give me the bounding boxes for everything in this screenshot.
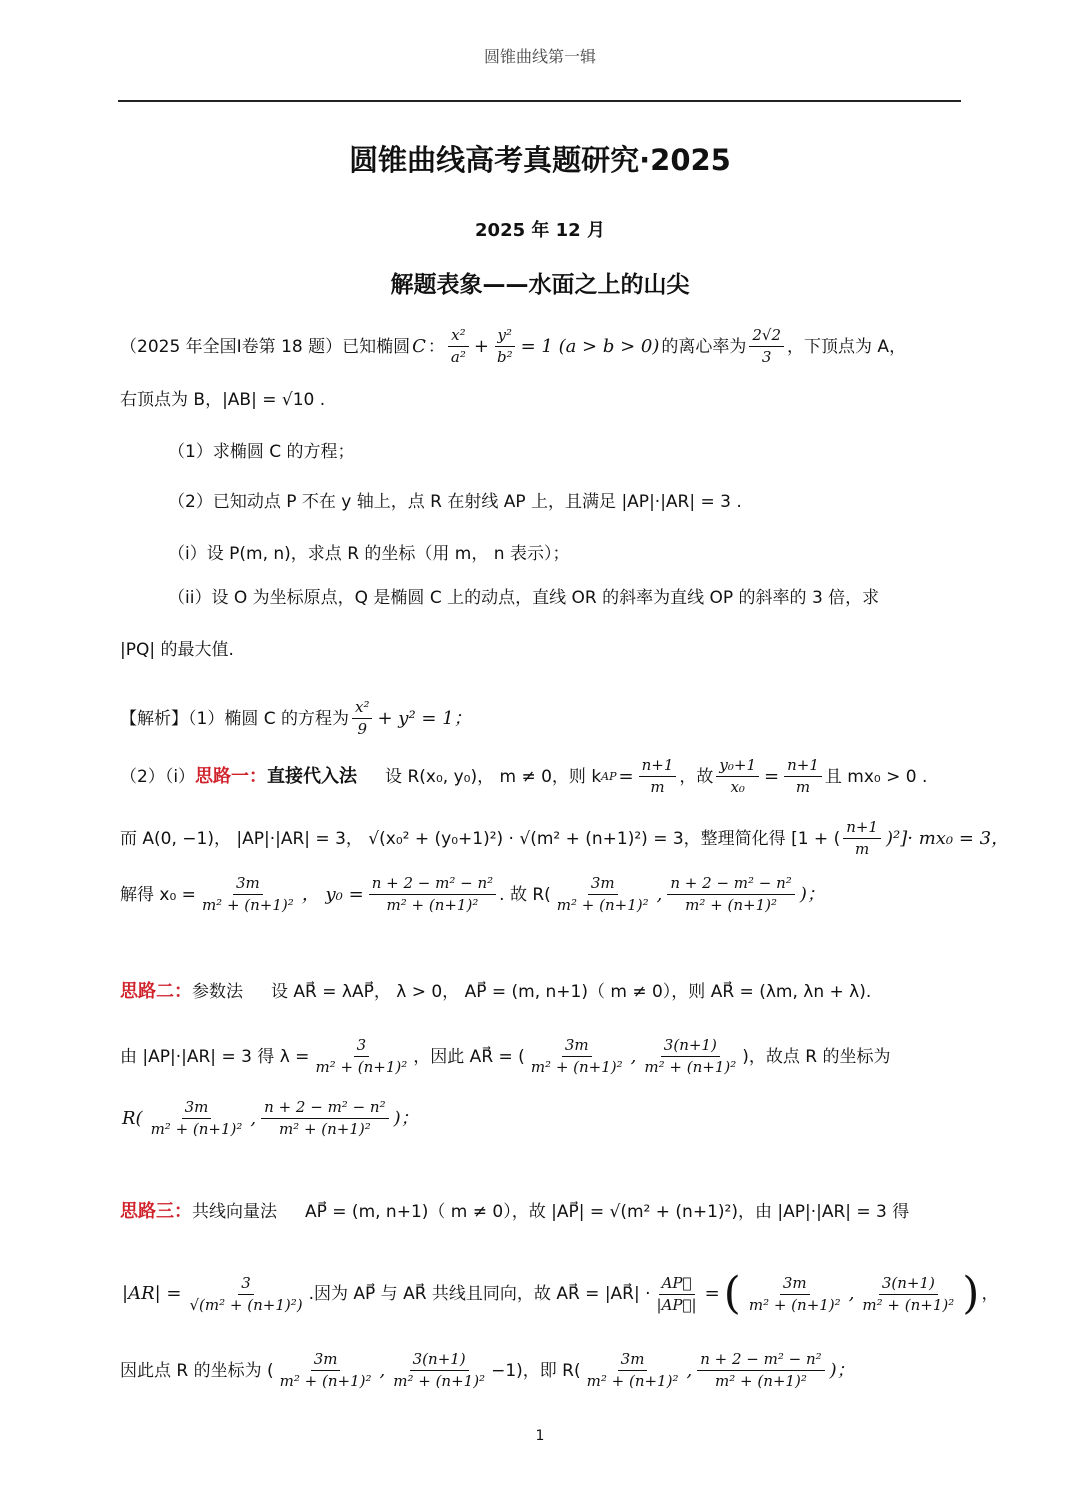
fraction-denominator: m² + (n+1)² <box>748 1295 841 1314</box>
solution-part-1 <box>120 698 962 739</box>
fraction-numerator: n+1 <box>784 756 822 777</box>
method-2-method: 参数法 <box>192 982 243 1002</box>
method-1-line-2-end: )²]· mx₀ = 3， <box>885 827 1010 849</box>
fraction-rx-final <box>584 1350 682 1391</box>
fraction-rx <box>148 1098 246 1139</box>
method-3-text: AP⃗ = (m, n+1)（ m ≠ 0），故 |AP⃗| = √(m² + (n+1)²)，由 |AP|·|AR| = 3 得 <box>305 1202 910 1222</box>
method-2-line-1 <box>120 980 962 1004</box>
fraction-ry <box>667 874 794 915</box>
fraction-numerator: 3m <box>562 1036 592 1057</box>
method-2-line-2 <box>120 1036 962 1077</box>
problem-intro: （2025 年全国Ⅰ卷第 18 题）已知椭圆 <box>120 336 411 357</box>
fraction-denominator: m² + (n+1)² <box>586 1372 679 1390</box>
fraction-numerator: n + 2 − m² − n² <box>369 874 496 895</box>
comma: , <box>630 1045 637 1067</box>
comma: , <box>379 1359 386 1381</box>
fraction-denominator: m² + (n+1)² <box>393 1372 486 1390</box>
hence-ar: ，因此 AR⃗ = ( <box>413 1046 525 1067</box>
method-1-line-2 <box>120 818 1010 859</box>
fraction-numerator: n + 2 − m² − n² <box>261 1098 388 1119</box>
left-paren: ( <box>723 1268 741 1319</box>
method-1-text-b: ，故 <box>679 766 714 787</box>
header-rule <box>118 100 961 102</box>
method-1-line-1 <box>120 756 962 797</box>
fraction-x-over-a <box>448 326 469 367</box>
fraction-numerator: 3(n+1) <box>661 1036 720 1057</box>
fraction-denominator: m <box>650 778 665 796</box>
fraction-numerator: x² <box>448 326 468 347</box>
fraction-denominator: x₀ <box>730 778 745 796</box>
fraction-arx <box>746 1274 844 1315</box>
part-2-ii: （ii）设 O 为坐标原点，Q 是椭圆 C 上的动点，直线 OR 的斜率为直线 OP 的斜率的 3 倍，求 <box>168 588 880 608</box>
y0-equals: ， y₀ = <box>301 883 364 905</box>
document-date: 2025 年 12 月 <box>475 220 605 241</box>
fraction-denominator: m² + (n+1)² <box>685 896 778 914</box>
fraction-denominator: m² + (n+1)² <box>150 1120 243 1138</box>
part-2: （2）已知动点 P 不在 y 轴上，点 R 在射线 AP 上，且满足 |AP|·|AR| = 3 . <box>168 492 742 512</box>
fraction-y-over-b <box>494 326 516 367</box>
method-1-method: 直接代入法 <box>267 765 358 787</box>
fraction-numerator: 2√2 <box>749 326 784 347</box>
fraction-denominator: a² <box>450 348 466 366</box>
method-3-title: 思路三： <box>120 1201 192 1222</box>
fraction-denominator: m² + (n+1)² <box>386 896 479 914</box>
fraction-denominator: m² + (n+1)² <box>278 1120 371 1138</box>
fraction-ary <box>859 1274 957 1315</box>
fraction-numerator: 3m <box>182 1098 212 1119</box>
fraction-denominator: m² + (n+1)² <box>530 1058 623 1076</box>
fraction-y0-over-x0 <box>716 756 759 797</box>
equals-sign: = <box>618 765 634 787</box>
fraction-n1-over-m <box>843 818 881 859</box>
fraction-denominator: m² + (n+1)² <box>315 1058 408 1076</box>
method-2-text: 设 AR⃗ = λAP⃗， λ > 0， AP⃗ = (m, n+1)（ m ≠ 0），则 AR⃗ = (λm, λn + λ). <box>271 982 872 1002</box>
minus-one-text: −1)，即 R( <box>491 1360 581 1381</box>
fraction-numerator: 3m <box>233 874 263 895</box>
fraction-numerator: n+1 <box>639 756 677 777</box>
closing: )； <box>829 1359 855 1381</box>
fraction-ar-length <box>186 1274 305 1315</box>
part-label: （2）（i） <box>120 766 196 787</box>
comma: , <box>250 1107 257 1129</box>
ar-magnitude: |AR| = <box>122 1283 182 1304</box>
subscript-ap: AP <box>601 769 617 783</box>
collinear-text: .因为 AP⃗ 与 AR⃗ 共线且同向，故 AR⃗ = |AR⃗| · <box>308 1284 651 1304</box>
comma: , <box>848 1283 855 1304</box>
problem-line-2: 右顶点为 B，|AB| = √10 . <box>120 390 326 410</box>
fraction-numerator: n + 2 − m² − n² <box>697 1350 824 1371</box>
therefore-r: . 故 R( <box>499 884 551 905</box>
fraction-unit-vector <box>654 1274 700 1315</box>
fraction-numerator: n + 2 − m² − n² <box>667 874 794 895</box>
var-c: C <box>412 335 426 357</box>
fraction-denominator: |AP⃗| <box>656 1295 697 1314</box>
method-1-text-d: 且 mx₀ > 0 . <box>824 766 928 787</box>
fraction-numerator: n+1 <box>843 818 881 839</box>
fraction-denominator: m <box>795 778 811 796</box>
fraction-numerator: AP⃗ <box>659 1274 695 1295</box>
r-coordinates-text: )，故点 R 的坐标为 <box>742 1046 891 1067</box>
fraction-denominator: m <box>854 840 870 858</box>
method-2-line-3 <box>120 1098 962 1139</box>
fraction-slope-2 <box>784 756 822 797</box>
colon: ： <box>427 336 445 357</box>
fraction-lambda <box>312 1036 410 1077</box>
fraction-ary <box>641 1036 739 1077</box>
fraction-denominator: m² + (n+1)² <box>862 1295 955 1314</box>
fraction-numerator: 3m <box>588 874 618 895</box>
fraction-numerator: x² <box>352 698 372 719</box>
fraction-numerator: 3(n+1) <box>879 1274 938 1295</box>
fraction-denominator: 3 <box>761 348 772 366</box>
page-number: 1 <box>535 1428 545 1444</box>
part-1: （1）求椭圆 C 的方程； <box>168 442 355 462</box>
method-3-line-3 <box>120 1350 962 1391</box>
equals-sign: = <box>764 765 780 787</box>
part-2-ii-cont: |PQ| 的最大值. <box>120 640 234 660</box>
method-1-text-a: 设 R(x₀, y₀)， m ≠ 0，则 k <box>385 766 602 787</box>
fraction-numerator: 3(n+1) <box>410 1350 469 1371</box>
method-2-title: 思路二： <box>120 981 192 1002</box>
part-2-i: （i）设 P(m, n)，求点 R 的坐标（用 m， n 表示）； <box>168 544 570 564</box>
right-paren: ) <box>962 1268 980 1319</box>
r-coordinates-text: 因此点 R 的坐标为 ( <box>120 1360 274 1381</box>
fraction-ry-partial <box>390 1350 488 1391</box>
fraction-denominator: m² + (n+1)² <box>201 896 294 914</box>
fraction-denominator: m² + (n+1)² <box>279 1372 372 1390</box>
method-1-title: 思路一： <box>195 765 268 787</box>
closing: )； <box>393 1107 419 1129</box>
fraction-denominator: m² + (n+1)² <box>644 1058 737 1076</box>
equation-rest: + y² = 1； <box>377 707 472 729</box>
fraction-denominator: b² <box>496 348 513 366</box>
fraction-numerator: 3m <box>780 1274 810 1295</box>
closing: )； <box>799 883 825 905</box>
document-title: 圆锥曲线高考真题研究·2025 <box>349 143 731 177</box>
lambda-text: 由 |AP|·|AR| = 3 得 λ = <box>120 1046 310 1067</box>
problem-line-1 <box>120 326 962 367</box>
fraction-eccentricity <box>749 326 784 367</box>
fraction-denominator: m² + (n+1)² <box>556 896 649 914</box>
method-1-line-3 <box>120 874 962 915</box>
fraction-y0 <box>369 874 496 915</box>
fraction-numerator: 3m <box>618 1350 648 1371</box>
comma: , <box>686 1359 693 1381</box>
fraction-ry-final <box>697 1350 824 1391</box>
fraction-denominator: √(m² + (n+1)²) <box>189 1295 303 1314</box>
fraction-slope <box>639 756 677 797</box>
eccentricity-text: 的离心率为 <box>661 336 747 357</box>
running-header: 圆锥曲线第一辑 <box>483 47 596 66</box>
method-1-line-2-text: 而 A(0, −1)， |AP|·|AR| = 3， √(x₀² + (y₀+1)²) · √(m² + (n+1)²) = 3，整理简化得 [1 + ( <box>120 828 841 849</box>
fraction-numerator: y² <box>495 326 516 347</box>
r-open: R( <box>122 1107 143 1129</box>
equals-sign: = <box>704 1283 720 1304</box>
plus-sign: + <box>473 335 489 357</box>
fraction-numerator: 3m <box>311 1350 341 1371</box>
trailing-comma: ， <box>981 1284 999 1304</box>
section-subtitle: 解题表象——水面之上的山尖 <box>390 272 690 298</box>
fraction-rx <box>554 874 652 915</box>
lower-vertex-text: ，下顶点为 A， <box>787 336 907 357</box>
solve-x0-text: 解得 x₀ = <box>120 884 196 905</box>
ellipse-condition: = 1 (a > b > 0) <box>520 335 660 357</box>
comma: , <box>656 883 663 905</box>
method-3-line-2 <box>120 1268 999 1319</box>
fraction-arx <box>528 1036 626 1077</box>
method-3-method: 共线向量法 <box>192 1202 277 1222</box>
solution-label: 【解析】（1）椭圆 C 的方程为 <box>120 708 349 729</box>
fraction-denominator: 9 <box>357 720 368 738</box>
fraction-x-over-9 <box>352 698 372 739</box>
fraction-numerator: 3 <box>238 1274 254 1295</box>
method-3-line-1 <box>120 1200 962 1224</box>
fraction-rx <box>277 1350 375 1391</box>
fraction-ry <box>261 1098 388 1139</box>
fraction-x0 <box>199 874 297 915</box>
fraction-denominator: m² + (n+1)² <box>715 1372 807 1390</box>
fraction-numerator: y₀+1 <box>716 756 759 777</box>
fraction-numerator: 3 <box>354 1036 370 1057</box>
